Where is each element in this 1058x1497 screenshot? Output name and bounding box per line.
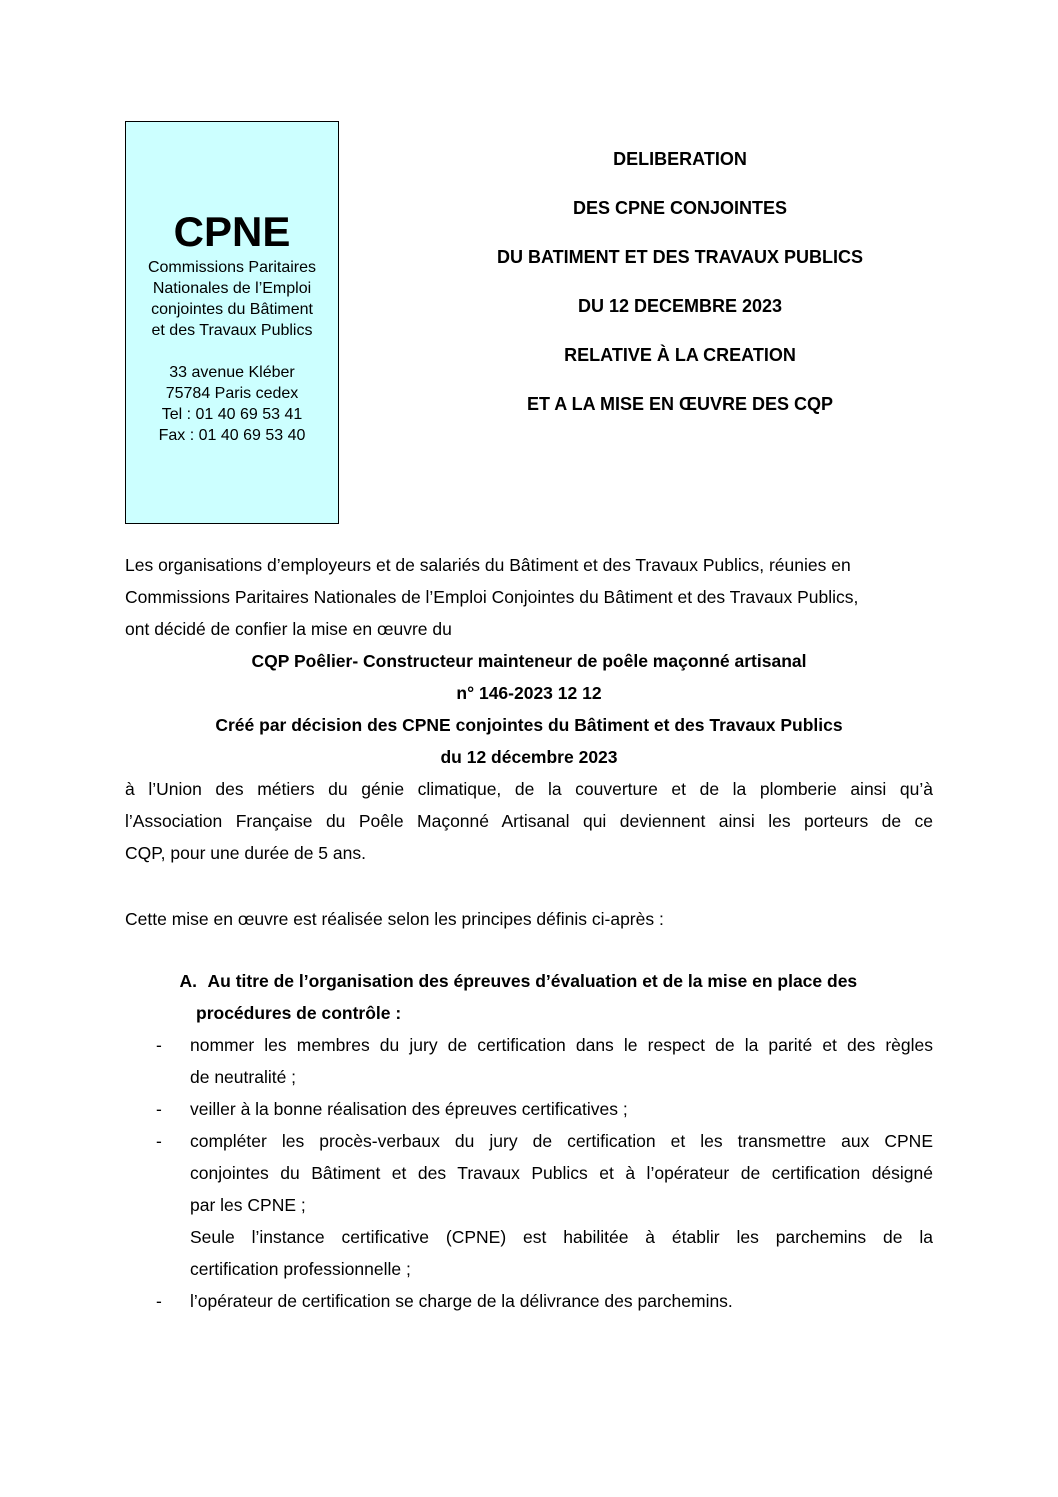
header-line: DELIBERATION bbox=[613, 149, 747, 169]
bullet-text: l’opérateur de certification se charge de la délivrance des parchemins. bbox=[190, 1291, 733, 1311]
header-line: DES CPNE CONJOINTES bbox=[572, 198, 788, 218]
bullet-text: veiller à la bonne réalisation des épreuves certificatives ; bbox=[190, 1099, 628, 1119]
intro-line: ont décidé de confier la mise en œuvre du bbox=[125, 619, 452, 639]
logo-subtitle-line: Nationales de l’Emploi bbox=[152, 280, 312, 297]
bullet-text: de neutralité ; bbox=[190, 1067, 297, 1087]
phone-line: Tel : 01 40 69 53 41 bbox=[161, 406, 303, 423]
document-body bbox=[125, 549, 933, 1317]
intro-line: Les organisations d’employeurs et de salariés du Bâtiment et des Travaux Publics, réunies en bbox=[125, 555, 851, 575]
list-item bbox=[125, 1285, 933, 1317]
list-item bbox=[125, 1093, 933, 1125]
logo-subtitle-line: conjointes du Bâtiment bbox=[151, 301, 313, 318]
holders-line: à l’Union des métiers du génie climatique, de la couverture et de la plomberie ainsi qu’à bbox=[125, 779, 933, 799]
fax-line: Fax : 01 40 69 53 40 bbox=[158, 427, 306, 444]
bullet-text: conjointes du Bâtiment et des Travaux Publics et à l’opérateur de certification désigné bbox=[190, 1163, 933, 1183]
section-a-title-line1: Au titre de l’organisation des épreuves d’évaluation et de la mise en place des bbox=[207, 971, 858, 991]
section-a-title bbox=[125, 965, 933, 997]
bullet-dash: - bbox=[156, 1291, 162, 1311]
cqp-date: du 12 décembre 2023 bbox=[440, 747, 618, 767]
header-line: DU 12 DECEMBRE 2023 bbox=[577, 296, 783, 316]
bullet-text: nommer les membres du jury de certification dans le respect de la parité et des règles bbox=[190, 1035, 933, 1055]
document-header bbox=[430, 146, 930, 440]
section-a-title-line2: procédures de contrôle : bbox=[196, 1003, 402, 1023]
header-line: RELATIVE À LA CREATION bbox=[564, 345, 796, 365]
principles-text: Cette mise en œuvre est réalisée selon les principes définis ci-après : bbox=[125, 909, 664, 929]
bullet-dash: - bbox=[156, 1035, 162, 1055]
bullet-dash: - bbox=[156, 1099, 162, 1119]
bullet-text: certification professionnelle ; bbox=[190, 1259, 411, 1279]
logo-title: CPNE bbox=[173, 208, 291, 255]
list-item bbox=[125, 1125, 933, 1285]
cqp-number: n° 146-2023 12 12 bbox=[456, 683, 602, 703]
bullet-text: compléter les procès-verbaux du jury de certification et les transmettre aux CPNE bbox=[190, 1131, 933, 1151]
logo-subtitle-line: Commissions Paritaires bbox=[147, 259, 317, 276]
logo-subtitle bbox=[126, 257, 338, 341]
cqp-title: CQP Poêlier- Constructeur mainteneur de poêle maçonné artisanal bbox=[251, 651, 807, 671]
cpne-logo-box bbox=[125, 121, 339, 524]
address-line: 75784 Paris cedex bbox=[165, 385, 299, 402]
bullet-text: par les CPNE ; bbox=[190, 1195, 306, 1215]
cqp-decision: Créé par décision des CPNE conjointes du Bâtiment et des Travaux Publics bbox=[215, 715, 843, 735]
header-line: ET A LA MISE EN ŒUVRE DES CQP bbox=[526, 394, 834, 414]
list-item bbox=[125, 1029, 933, 1093]
holders-line: l’Association Française du Poêle Maçonné Artisanal qui deviennent ainsi les porteurs de ce bbox=[125, 811, 933, 831]
bullet-text: Seule l’instance certificative (CPNE) est habilitée à établir les parchemins de la bbox=[190, 1227, 933, 1247]
header-line: DU BATIMENT ET DES TRAVAUX PUBLICS bbox=[496, 247, 863, 267]
address-line: 33 avenue Kléber bbox=[169, 364, 295, 381]
logo-subtitle-line: et des Travaux Publics bbox=[151, 322, 313, 339]
intro-line: Commissions Paritaires Nationales de l’Emploi Conjointes du Bâtiment et des Travaux Publics, bbox=[125, 587, 859, 607]
logo-address bbox=[126, 362, 338, 446]
section-letter: A. bbox=[179, 971, 197, 991]
bullet-dash: - bbox=[156, 1131, 162, 1151]
holders-line: CQP, pour une durée de 5 ans. bbox=[125, 843, 366, 863]
